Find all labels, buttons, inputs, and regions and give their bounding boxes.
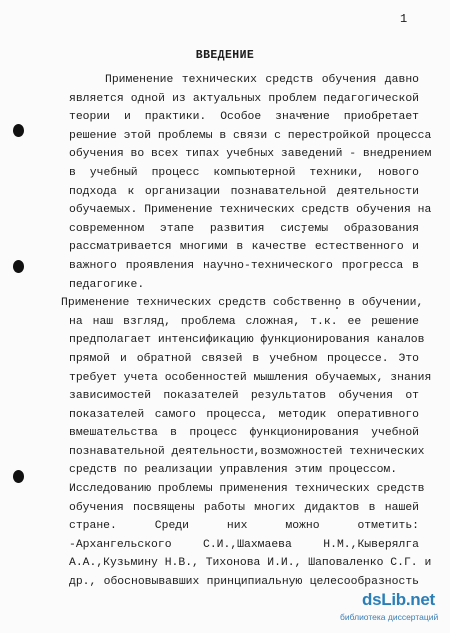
text-line: средств по реализации управления этим процессом. — [69, 464, 398, 477]
text-line: Применение технических средств собственно в обучении, — [61, 297, 424, 310]
dslib-logo-text: dsLib.net — [362, 590, 435, 609]
text-line: -Архангельского С.И.,Шахмаева Н.М.,Кыверялга — [69, 538, 419, 551]
text-line: Исследованию проблемы применения технических средств — [69, 483, 425, 496]
text-line: прямой и обратной связей в учебном процессе. Это — [69, 352, 419, 365]
text-line: требует учета особенностей мышления обучаемых, знания — [69, 371, 432, 384]
text-line: решение этой проблемы в связи с перестройкой процесса — [69, 129, 432, 142]
text-line: подхода к организации познавательной деятельности — [69, 185, 419, 198]
text-line: в учебный процесс компьютерной техники, нового — [69, 166, 419, 179]
body-text — [61, 71, 432, 592]
text-line: зависимостей показателей результатов обучения от — [69, 390, 419, 403]
page-title: ВВЕДЕНИЕ — [195, 49, 255, 62]
text-line: обучения во всех типах учебных заведений - внедрением — [69, 148, 432, 161]
text-line: педагогике. — [69, 278, 145, 291]
binder-hole-mark — [13, 260, 24, 273]
text-line: современном этапе развития системы образования — [69, 222, 419, 235]
text-line: рассматривается многими в качестве естественного и — [69, 241, 419, 254]
text-line: на наш взгляд, проблема сложная, т.к. ее решение — [69, 315, 419, 328]
text-line: предполагает интенсификацию функционирования каналов — [69, 334, 425, 347]
text-line: вмешательства в процесс функционирования учебной — [69, 427, 419, 440]
text-line: Применение технических средств обучения давно — [105, 74, 419, 86]
text-line: обучения посвящены работы многих дидактов в нашей — [69, 501, 419, 514]
text-line: др., обосновывавших принципиальную целесообразность — [69, 576, 419, 589]
page-number: 1 — [400, 12, 408, 26]
text-line: познавательной деятельности,возможностей технических — [69, 445, 425, 458]
text-line: является одной из актуальных проблем педагогической — [69, 92, 419, 105]
text-line: теории и практики. Особое значение приобретает — [69, 111, 419, 124]
text-line: А.А.,Кузьмину Н.В., Тихонова И.И., Шаповаленко С.Г. и — [69, 557, 432, 570]
dslib-tagline: библиотека диссертаций — [340, 612, 439, 622]
binder-hole-mark — [13, 470, 24, 483]
text-line: обучаемых. Применение технических средств обучения на — [69, 204, 432, 217]
dslib-logo — [362, 588, 450, 612]
text-line: показателей самого процесса, методик оперативного — [69, 408, 419, 421]
text-line: стране. Среди них можно отметить: — [69, 520, 419, 533]
dslib-watermark — [340, 588, 450, 633]
text-line: важного проявления научно-технического прогресса в — [69, 259, 419, 272]
binder-hole-mark — [13, 124, 24, 137]
